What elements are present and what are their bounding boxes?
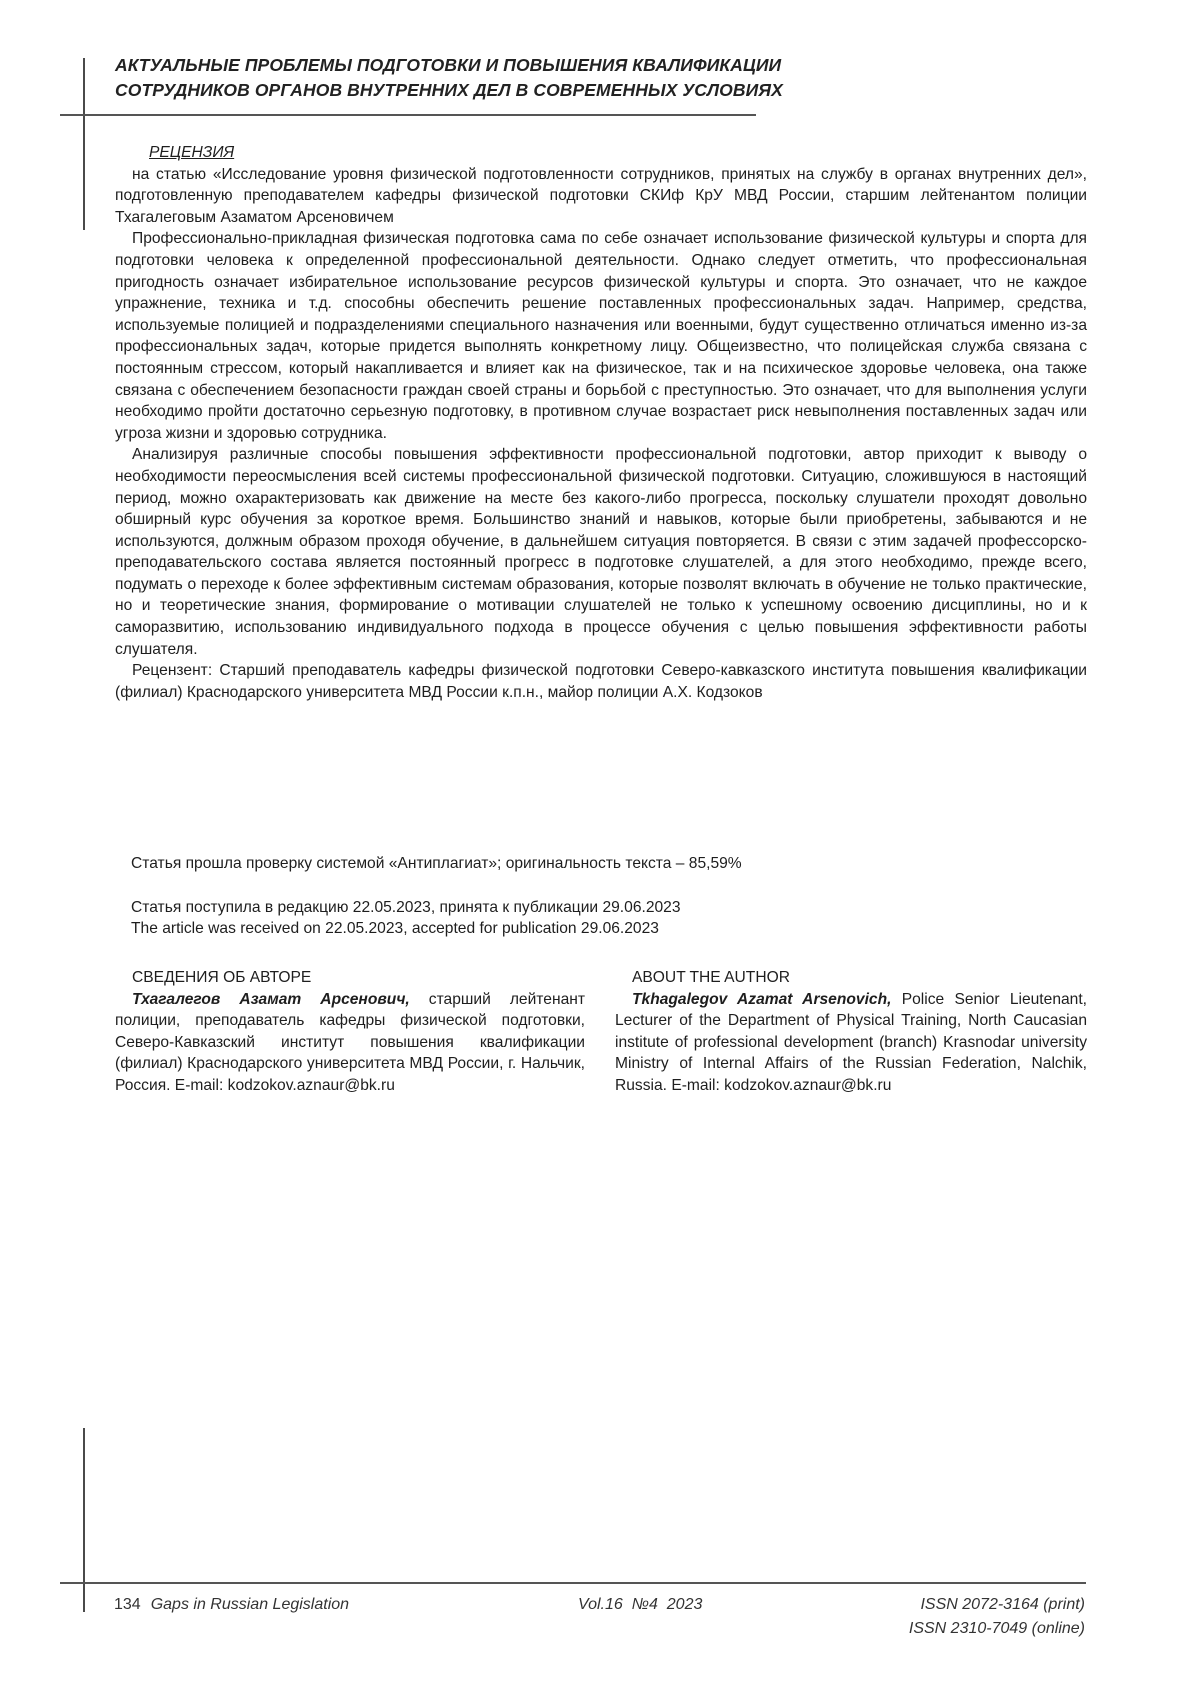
author-info-en — [615, 967, 1087, 1097]
header-rule — [60, 114, 756, 116]
issn-print: ISSN 2072-3164 (print) — [920, 1596, 1085, 1613]
footer-volume: Vol.16 №4 2023 — [578, 1596, 703, 1613]
author-details-en: Police Senior Lieutenant, Lecturer of the Department of Physical Training, North Caucasian institute of professional development (branch) Krasnodar university Ministry of Internal Affairs of the Russian Federation, Nalchik, Russia. E-mail: kodzokov.aznaur@bk.ru — [615, 990, 1087, 1094]
footer-issn — [909, 1593, 1085, 1641]
review-title: РЕЦЕНЗИЯ — [149, 144, 235, 161]
review-section — [115, 142, 1087, 703]
received-date-en: The article was received on 22.05.2023, accepted for publication 29.06.2023 — [131, 920, 659, 937]
review-paragraph: Анализируя различные способы повышения эффективности профессиональной подготовки, автор приходит к выводу о необходимости переосмысления всей системы профессиональной физической подготовки. Ситуацию, сложившуюся в настоящий период, можно охарактеризовать как движение на месте без какого-либо прогресса, поскольку слушатели проходят довольно обширный курс обучения за короткое время. Большинство знаний и навыков, которые были приобретены, забываются и не используются, должным образом проходя обучение, в дальнейшем ситуация повторяется. В связи с этим задачей профессорско-преподавательского состава является постоянный прогресс в подготовке слушателей, а для этого необходимо, прежде всего, подумать о переходе к более эффективным системам образования, которые позволят включать в обучение не только практические, но и теоретические знания, формирование о мотивации слушателей не только к успешному освоению дисциплины, но и к саморазвитию, использованию индивидуального подхода в процессе обучения с целью повышения эффективности работы слушателя. — [115, 446, 1087, 658]
reviewer-paragraph: Рецензент: Старший преподаватель кафедры физической подготовки Северо-кавказского института повышения квалификации (филиал) Краснодарского университета МВД России к.п.н., майор полиции А.Х. Кодзоков — [115, 662, 1087, 701]
review-paragraph: Профессионально-прикладная физическая подготовка сама по себе означает использование физической культуры и спорта для подготовки человека к определенной профессиональной деятельности. Однако следует отметить, что профессиональная пригодность означает избирательное использование ресурсов физической культуры и спорта. Это означает, что не каждое упражнение, техника и т.д. способны обеспечить решение поставленных профессиональных задач. Например, средства, используемые полицией и подразделениями специального назначения или военными, будут существенно отличаться именно из-за профессиональных задач, которые придется выполнять конкретному лицу. Общеизвестно, что полицейская служба связана с постоянным стрессом, который накапливается и влияет как на физическое, так и на психическое здоровье человека, она также связана с обеспечением безопасности граждан своей страны и борьбой с преступностью. Это означает, что для выполнения услуги необходимо пройти достаточно серьезную подготовку, в противном случае возрастает риск невыполнения поставленных задач или угроза жизни и здоровью сотрудника. — [115, 230, 1087, 442]
received-date-ru: Статья поступила в редакцию 22.05.2023, принята к публикации 29.06.2023 — [131, 899, 681, 916]
author-info-ru — [115, 967, 585, 1097]
author-name-en: Tkhagalegov Azamat Arsenovich, — [632, 990, 892, 1008]
author-heading-en: ABOUT THE AUTHOR — [632, 969, 790, 986]
author-details-ru: старший лейтенант полиции, преподаватель кафедры физической подготовки, Северо-Кавказский институт повышения квалификации (филиал) Краснодарского университета МВД России, г. Нальчик, Россия. E-mail: kodzokov.aznaur@bk.ru — [115, 990, 585, 1094]
footer-left — [114, 1593, 349, 1617]
antiplagiat-note: Статья прошла проверку системой «Антиплагиат»; оригинальность текста – 85,59% — [131, 855, 742, 872]
running-head-line-2: СОТРУДНИКОВ ОРГАНОВ ВНУТРЕННИХ ДЕЛ В СОВРЕМЕННЫХ УСЛОВИЯХ — [115, 80, 783, 100]
running-head-line-1: АКТУАЛЬНЫЕ ПРОБЛЕМЫ ПОДГОТОВКИ И ПОВЫШЕНИЯ КВАЛИФИКАЦИИ — [115, 55, 782, 75]
review-paragraph: на статью «Исследование уровня физической подготовленности сотрудников, принятых на службу в органах внутренних дел», подготовленную преподавателем кафедры физической подготовки СКИф КрУ МВД России, старшим лейтенантом полиции Тхагалеговым Азаматом Арсеновичем — [115, 165, 1087, 226]
issn-online: ISSN 2310-7049 (online) — [908, 1620, 1085, 1637]
running-head — [115, 53, 875, 103]
author-name-ru: Тхагалегов Азамат Арсенович, — [132, 990, 410, 1008]
author-bio-en — [615, 989, 1087, 1097]
top-vertical-rule — [83, 58, 85, 230]
page-number: 134 — [114, 1596, 141, 1613]
footer-rule — [60, 1582, 1086, 1584]
author-heading-ru: СВЕДЕНИЯ ОБ АВТОРЕ — [132, 969, 312, 986]
author-bio-ru — [115, 989, 585, 1097]
journal-title: Gaps in Russian Legislation — [150, 1596, 350, 1613]
bottom-vertical-rule — [83, 1428, 85, 1612]
